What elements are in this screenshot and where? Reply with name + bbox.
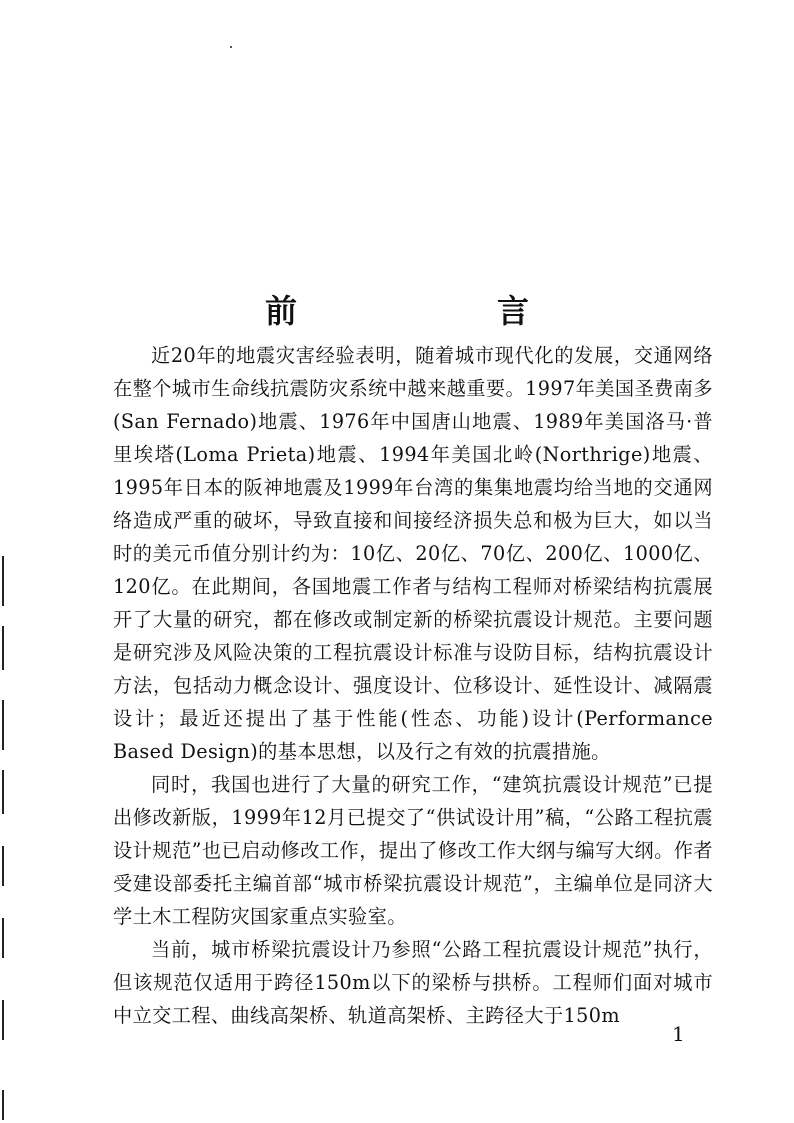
scan-speck	[230, 46, 232, 48]
scan-edge-mark	[2, 770, 4, 814]
scan-edge-mark	[2, 700, 4, 750]
scan-edge-mark	[2, 1000, 4, 1040]
scan-edge-mark	[2, 1090, 4, 1120]
scan-edge-mark	[2, 626, 4, 670]
preface-title: 前 言	[264, 292, 613, 331]
paragraph-1: 近20年的地震灾害经验表明，随着城市现代化的发展，交通网络在整个城市生命线抗震防灾系统中越来越重要。1997年美国圣费南多(San Fernado)地震、1976年中国唐山地震、1989年美国洛马·普里埃塔(Loma Prieta)地震、1994年美国北岭(Northrige)地震、1995年日本的阪神地震及1999年台湾的集集地震均给当地的交通网络造成严重的破坏，导致直接和间接经济损失总和极为巨大，如以当时的美元币值分别计约为：10亿、20亿、70亿、200亿、1000亿、120亿。在此期间，各国地震工作者与结构工程师对桥梁结构抗震展开了大量的研究，都在修改或制定新的桥梁抗震设计规范。主要问题是研究涉及风险决策的工程抗震设计标准与设防目标，结构抗震设计方法，包括动力概念设计、强度设计、位移设计、延性设计、减隔震设计；最近还提出了基于性能(性态、功能)设计(Performance Based Design)的基本思想，以及行之有效的抗震措施。	[113, 344, 713, 763]
scan-edge-mark	[2, 918, 4, 958]
scan-edge-mark	[2, 556, 4, 606]
preface-body	[113, 339, 713, 1032]
paragraph-3: 当前，城市桥梁抗震设计乃参照“公路工程抗震设计规范”执行，但该规范仅适用于跨径150m以下的梁桥与拱桥。工程师们面对城市中立交工程、曲线高架桥、轨道高架桥、主跨径大于150m	[113, 938, 713, 1027]
page-number: 1	[672, 1022, 685, 1046]
scan-edge-mark	[2, 846, 4, 886]
paragraph-2: 同时，我国也进行了大量的研究工作，“建筑抗震设计规范”已提出修改新版，1999年12月已提交了“供试设计用”稿，“公路工程抗震设计规范”也已启动修改工作，提出了修改工作大纲与编写大纲。作者受建设部委托主编首部“城市桥梁抗震设计规范”，主编单位是同济大学土木工程防灾国家重点实验室。	[113, 773, 713, 928]
